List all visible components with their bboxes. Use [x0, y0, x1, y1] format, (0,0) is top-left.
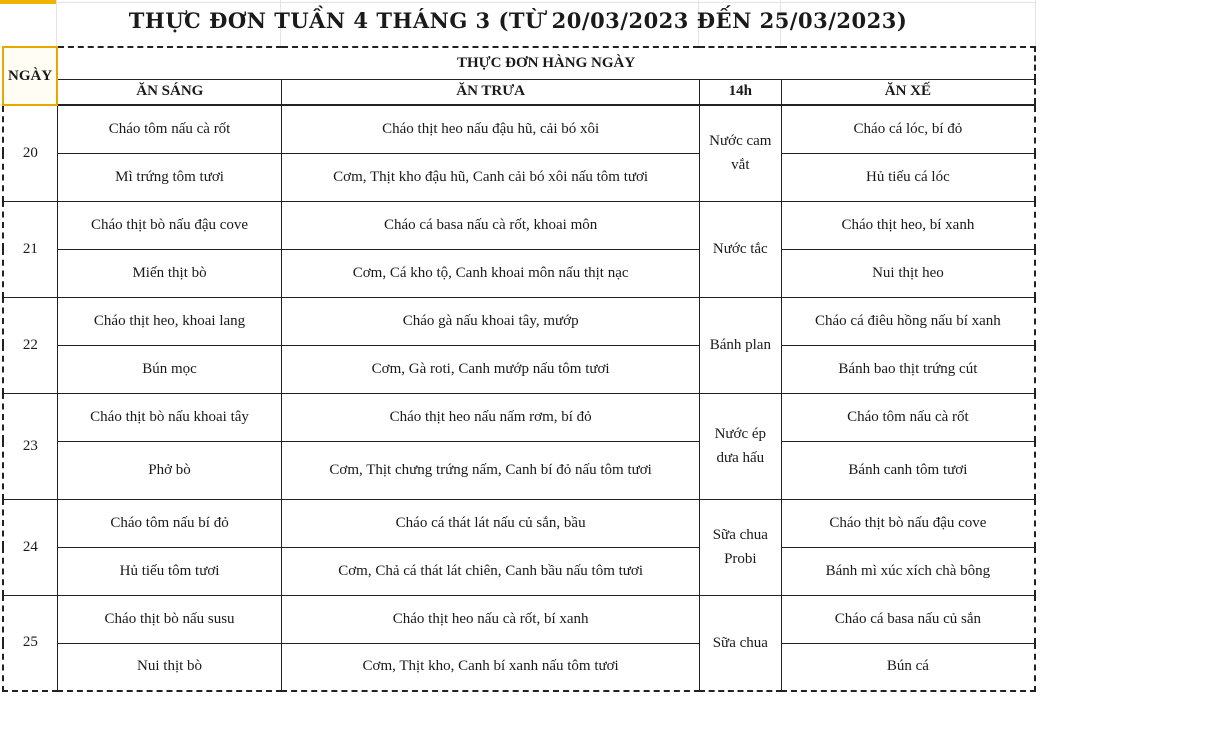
- snack-line: Sữa chua: [712, 527, 768, 543]
- daily-menu-header[interactable]: THỰC ĐƠN HÀNG NGÀY: [57, 47, 1035, 79]
- table-row: [3, 345, 1035, 393]
- afternoon-cell[interactable]: Cháo cá điêu hồng nấu bí xanh: [781, 297, 1035, 345]
- snack-line: dưa hấu: [716, 450, 765, 466]
- table-row: [3, 393, 1035, 441]
- snack-line: vắt: [731, 157, 750, 174]
- snack-cell[interactable]: [699, 297, 781, 393]
- afternoon-cell[interactable]: Cháo tôm nấu cà rốt: [781, 393, 1035, 441]
- afternoon-cell[interactable]: Cháo cá lóc, bí đỏ: [781, 105, 1035, 153]
- snack-line: Nước ép: [714, 426, 767, 442]
- lunch-cell[interactable]: Cơm, Gà roti, Canh mướp nấu tôm tươi: [282, 345, 699, 393]
- table-row: [3, 499, 1035, 547]
- lunch-cell[interactable]: Cháo cá basa nấu cà rốt, khoai môn: [282, 201, 699, 249]
- afternoon-cell[interactable]: Bánh bao thịt trứng cút: [781, 345, 1035, 393]
- day-cell[interactable]: 22: [3, 297, 57, 393]
- breakfast-cell[interactable]: Cháo thịt bò nấu susu: [57, 595, 282, 643]
- lunch-cell[interactable]: Cơm, Thịt kho đậu hũ, Canh cải bó xôi nấu tôm tươi: [282, 153, 699, 201]
- afternoon-cell[interactable]: Hủ tiếu cá lóc: [781, 153, 1035, 201]
- breakfast-cell[interactable]: Cháo thịt heo, khoai lang: [57, 297, 282, 345]
- afternoon-cell[interactable]: Bánh canh tôm tươi: [781, 441, 1035, 499]
- afternoon-cell[interactable]: Nui thịt heo: [781, 249, 1035, 297]
- breakfast-cell[interactable]: Miến thịt bò: [57, 249, 282, 297]
- day-cell[interactable]: 24: [3, 499, 57, 595]
- subheader-row: [3, 79, 1035, 105]
- breakfast-cell[interactable]: Cháo tôm nấu cà rốt: [57, 105, 282, 153]
- table-row: [3, 201, 1035, 249]
- table-row: [3, 249, 1035, 297]
- snack-cell[interactable]: [699, 201, 781, 297]
- gridline: [0, 2, 1036, 3]
- afternoon-cell[interactable]: Bánh mì xúc xích chà bông: [781, 547, 1035, 595]
- snack-cell[interactable]: [699, 393, 781, 499]
- afternoon-header[interactable]: ĂN XẾ: [781, 79, 1035, 105]
- lunch-cell[interactable]: Cháo thịt heo nấu cà rốt, bí xanh: [282, 595, 699, 643]
- snack-14h-header[interactable]: 14h: [699, 79, 781, 105]
- snack-line: Nước cam: [709, 133, 772, 150]
- afternoon-cell[interactable]: Bún cá: [781, 643, 1035, 691]
- breakfast-cell[interactable]: Bún mọc: [57, 345, 282, 393]
- day-cell[interactable]: 23: [3, 393, 57, 499]
- lunch-cell[interactable]: Cháo cá thát lát nấu củ sắn, bầu: [282, 499, 699, 547]
- table-row: [3, 547, 1035, 595]
- lunch-cell[interactable]: Cơm, Cá kho tộ, Canh khoai môn nấu thịt nạc: [282, 249, 699, 297]
- breakfast-cell[interactable]: Mì trứng tôm tươi: [57, 153, 282, 201]
- header-row: [3, 47, 1035, 79]
- snack-line: Bánh plan: [709, 337, 771, 353]
- table-row: [3, 643, 1035, 691]
- snack-cell[interactable]: [699, 105, 781, 201]
- lunch-cell[interactable]: Cháo thịt heo nấu nấm rơm, bí đỏ: [282, 393, 699, 441]
- snack-cell[interactable]: [699, 499, 781, 595]
- day-header-cell[interactable]: NGÀY: [3, 47, 57, 105]
- lunch-cell[interactable]: Cháo gà nấu khoai tây, mướp: [282, 297, 699, 345]
- day-cell[interactable]: 20: [3, 105, 57, 201]
- table-row: [3, 595, 1035, 643]
- snack-line: Sữa chua: [712, 634, 768, 651]
- afternoon-cell[interactable]: Cháo thịt heo, bí xanh: [781, 201, 1035, 249]
- breakfast-cell[interactable]: Hủ tiếu tôm tươi: [57, 547, 282, 595]
- table-row: [3, 153, 1035, 201]
- day-cell[interactable]: 21: [3, 201, 57, 297]
- afternoon-cell[interactable]: Cháo thịt bò nấu đậu cove: [781, 499, 1035, 547]
- lunch-cell[interactable]: Cơm, Thịt kho, Canh bí xanh nấu tôm tươi: [282, 643, 699, 691]
- day-cell[interactable]: 25: [3, 595, 57, 691]
- lunch-cell[interactable]: Cơm, Thịt chưng trứng nấm, Canh bí đỏ nấu tôm tươi: [282, 441, 699, 499]
- table-row: [3, 105, 1035, 153]
- breakfast-cell[interactable]: Cháo tôm nấu bí đỏ: [57, 499, 282, 547]
- breakfast-cell[interactable]: Phở bò: [57, 441, 282, 499]
- table-row: [3, 297, 1035, 345]
- breakfast-cell[interactable]: Nui thịt bò: [57, 643, 282, 691]
- snack-line: Probi: [724, 551, 757, 567]
- breakfast-cell[interactable]: Cháo thịt bò nấu đậu cove: [57, 201, 282, 249]
- cell-selection-marker: [0, 0, 56, 4]
- lunch-cell[interactable]: Cơm, Chả cá thát lát chiên, Canh bầu nấu tôm tươi: [282, 547, 699, 595]
- lunch-cell[interactable]: Cháo thịt heo nấu đậu hũ, cải bó xôi: [282, 105, 699, 153]
- weekly-menu-table: [2, 46, 1036, 692]
- breakfast-cell[interactable]: Cháo thịt bò nấu khoai tây: [57, 393, 282, 441]
- menu-title: THỰC ĐƠN TUẦN 4 THÁNG 3 (TỪ 20/03/2023 ĐẾN 25/03/2023): [128, 8, 908, 33]
- snack-line: Nước tắc: [712, 241, 768, 257]
- table-row: [3, 441, 1035, 499]
- afternoon-cell[interactable]: Cháo cá basa nấu củ sắn: [781, 595, 1035, 643]
- snack-cell[interactable]: [699, 595, 781, 691]
- breakfast-header[interactable]: ĂN SÁNG: [57, 79, 282, 105]
- lunch-header[interactable]: ĂN TRƯA: [282, 79, 699, 105]
